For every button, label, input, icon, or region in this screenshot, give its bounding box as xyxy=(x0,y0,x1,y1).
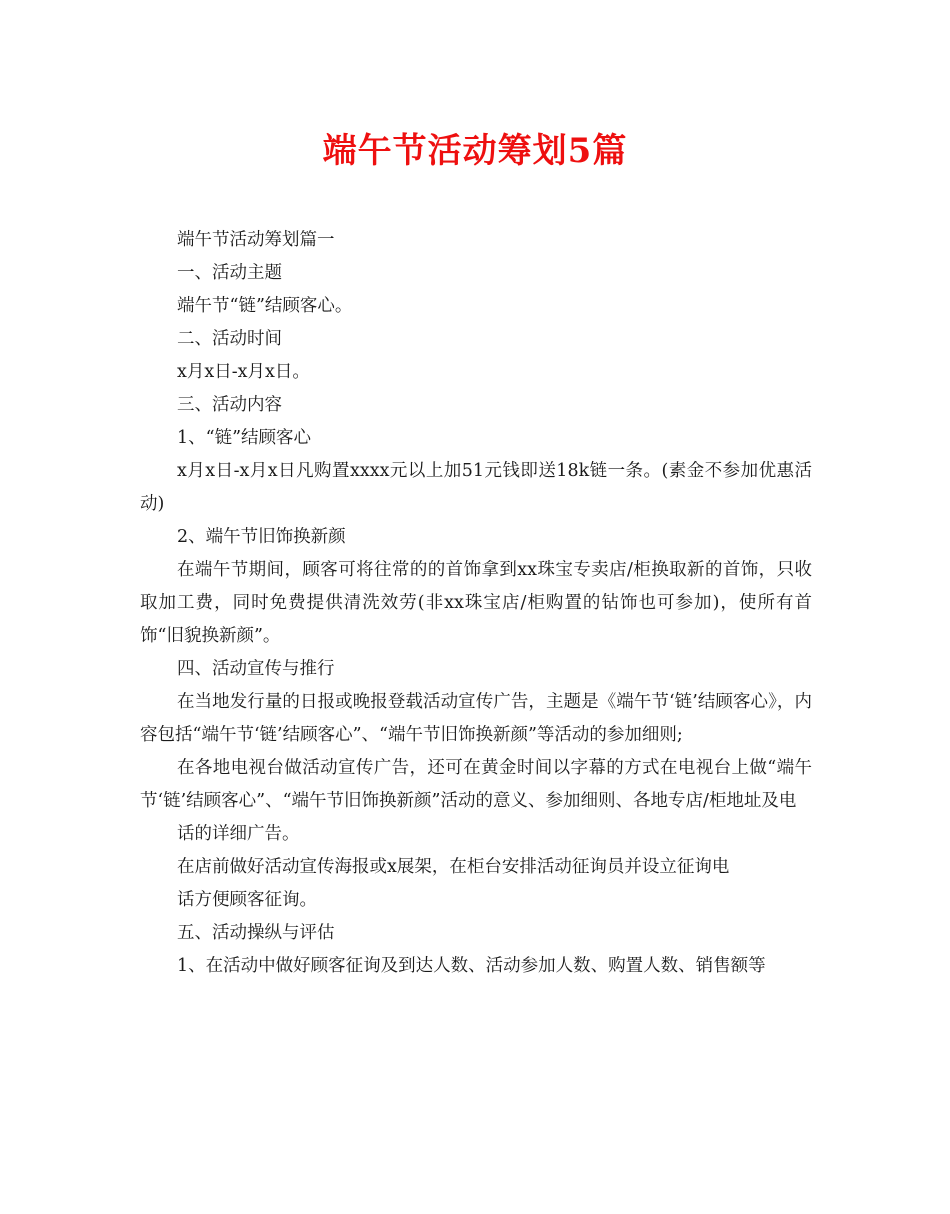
section-heading: 四、活动宣传与推行 xyxy=(177,659,335,679)
section-heading: 二、活动时间 xyxy=(177,329,282,349)
paragraph: 端午节“链”结顾客心。 xyxy=(177,296,353,316)
paragraph: 在各地电视台做活动宣传广告，还可在黄金时间以字幕的方式在电视台上做“端午节‘链’结顾客心”、“端午节旧饰换新颜”活动的意义、参加细则、各地专店/柜地址及电 xyxy=(140,758,812,811)
document-body xyxy=(140,224,812,983)
paragraph: 在端午节期间，顾客可将往常的的首饰拿到xx珠宝专卖店/柜换取新的首饰，只收取加工费，同时免费提供清洗效劳(非xx珠宝店/柜购置的钻饰也可参加)，使所有首饰“旧貌换新颜”。 xyxy=(140,560,812,646)
paragraph: x月x日-x月x日。 xyxy=(177,362,310,382)
paragraph: 1、在活动中做好顾客征询及到达人数、活动参加人数、购置人数、销售额等 xyxy=(177,956,766,976)
paragraph: 话的详细广告。 xyxy=(177,824,300,844)
subsection-heading: 1、“链”结顾客心 xyxy=(177,428,312,448)
section-heading: 三、活动内容 xyxy=(177,395,282,415)
section-heading: 一、活动主题 xyxy=(177,263,282,283)
document-title: 端午节活动筹划5篇 xyxy=(322,131,628,171)
paragraph: x月x日-x月x日凡购置xxxx元以上加51元钱即送18k链一条。(素金不参加优惠活动) xyxy=(140,461,812,514)
subsection-heading: 2、端午节旧饰换新颜 xyxy=(177,527,346,547)
paragraph: 在当地发行量的日报或晚报登载活动宣传广告，主题是《端午节‘链’结顾客心》，内容包括“端午节‘链’结顾客心”、“端午节旧饰换新颜”等活动的参加细则; xyxy=(140,692,812,745)
section-heading: 端午节活动筹划篇一 xyxy=(177,230,335,250)
section-heading: 五、活动操纵与评估 xyxy=(177,923,335,943)
paragraph: 在店前做好活动宣传海报或x展架，在柜台安排活动征询员并设立征询电 xyxy=(177,857,730,877)
paragraph: 话方便顾客征询。 xyxy=(177,890,317,910)
